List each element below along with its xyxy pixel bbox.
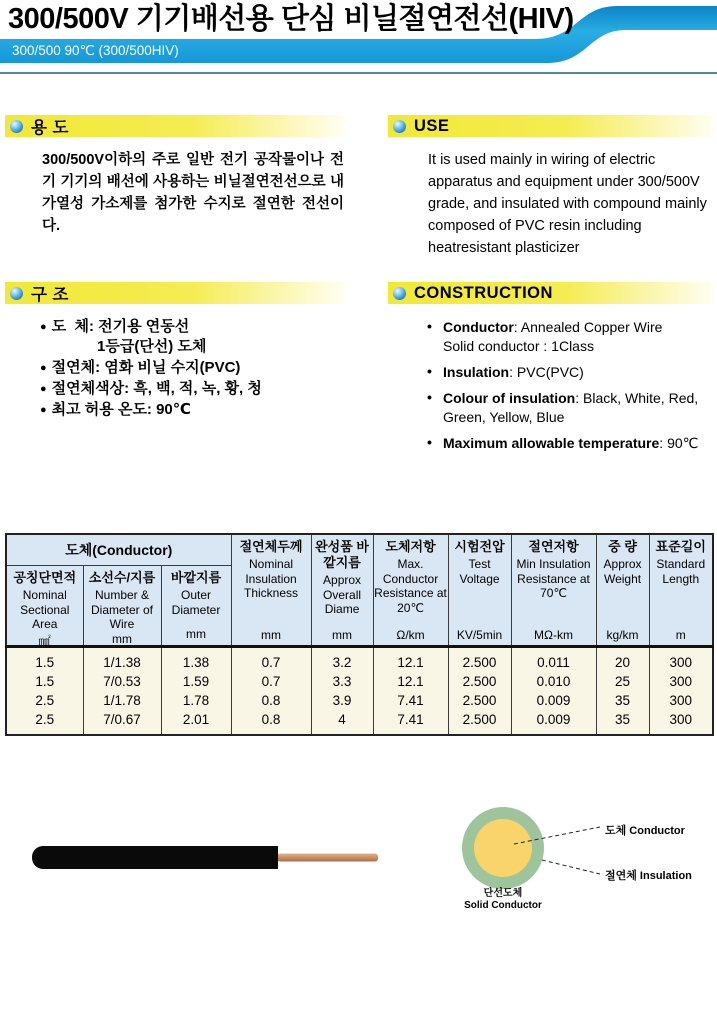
sphere-bullet-icon <box>10 287 23 300</box>
column-header-2 <box>161 566 231 647</box>
construction-en-label: Conductor <box>443 319 514 335</box>
construction-en-text: : PVC(PVC) <box>509 364 584 380</box>
bullet-icon: • <box>427 389 432 405</box>
sphere-bullet-icon <box>393 287 406 300</box>
column-header-unit: ㎟ <box>38 633 51 648</box>
table-cell: 12.1 <box>373 672 448 691</box>
diagram-caption-en: Solid Conductor <box>464 900 542 911</box>
table-cell: 4 <box>311 710 373 735</box>
section-header-bar <box>5 115 345 137</box>
section-use-kr <box>5 115 345 237</box>
section-header-bar <box>5 282 345 304</box>
table-cell: 300 <box>649 710 713 735</box>
construction-kr-text: 절연체: 염화 비닐 수지(PVC) <box>51 359 241 376</box>
insulation-pointer-line <box>542 860 600 874</box>
column-header-kr: 완성품 바깥지름 <box>315 539 369 570</box>
construction-kr-text: 최고 허용 온도: 90℃ <box>51 401 191 418</box>
column-header-kr: 바깥지름 <box>170 570 222 586</box>
column-header-content <box>312 535 373 645</box>
table-group-header <box>6 534 231 566</box>
construction-en-text-line2: Solid conductor : 1Class <box>443 338 594 354</box>
column-header-en: Test Voltage <box>459 557 500 586</box>
column-header-5 <box>373 534 448 647</box>
table-cell: 2.5 <box>6 710 83 735</box>
table-row <box>6 710 713 735</box>
table-cell: 0.010 <box>511 672 596 691</box>
table-row <box>6 691 713 710</box>
column-header-kr: 공칭단면적 <box>13 570 77 586</box>
table-cell: 300 <box>649 672 713 691</box>
table-cell: 7.41 <box>373 691 448 710</box>
table-row <box>6 672 713 691</box>
table-cell: 0.8 <box>231 691 311 710</box>
construction-en-label: Maximum allowable temperature <box>443 435 660 451</box>
column-header-kr: 도체저항 <box>385 539 436 554</box>
construction-en-label: Insulation <box>443 364 510 380</box>
spec-table <box>5 533 714 736</box>
construction-en-label: Colour of insulation <box>443 390 576 406</box>
bullet-icon: ● <box>40 404 47 416</box>
table-cell: 0.8 <box>231 710 311 735</box>
table-cell: 2.500 <box>448 647 511 673</box>
section-construction-kr <box>5 282 345 421</box>
column-header-en: Nominal Insulation Thickness <box>244 557 299 600</box>
column-header-kr: 절연체두께 <box>239 539 303 554</box>
table-cell: 25 <box>596 672 649 691</box>
table-cell: 1.59 <box>161 672 231 691</box>
table-group-header-label: 도체(Conductor) <box>65 542 173 558</box>
column-header-content <box>7 566 83 648</box>
construction-en-text: : Black, White, Red, Green, Yellow, Blue <box>443 390 699 425</box>
section-title: CONSTRUCTION <box>414 283 553 302</box>
diagram-caption-kr: 단선도체 <box>483 888 523 899</box>
table-cell: 2.500 <box>448 672 511 691</box>
construction-kr-item <box>40 358 345 378</box>
table-cell: 1/1.38 <box>83 647 161 673</box>
column-header-content <box>650 535 713 645</box>
table-cell: 1.78 <box>161 691 231 710</box>
column-header-unit: kg/km <box>606 628 639 642</box>
page-title: 300/500V 기기배선용 단심 비닐절연전선(HIV) <box>8 3 574 35</box>
column-header-7 <box>511 534 596 647</box>
section-use-en <box>388 115 714 259</box>
table-cell: 1.38 <box>161 647 231 673</box>
column-header-en: Outer Diameter <box>171 588 221 617</box>
bullet-icon: ● <box>40 383 47 395</box>
table-cell: 2.500 <box>448 710 511 735</box>
construction-kr-text: 절연체색상: 흑, 백, 적, 녹, 황, 청 <box>51 380 262 397</box>
wire-illustration <box>0 778 717 928</box>
column-header-en: Min Insulation Resistance at 70℃ <box>516 557 591 600</box>
section-header-bar <box>388 282 714 304</box>
construction-en-text: : 90℃ <box>659 435 699 451</box>
construction-kr-item <box>40 400 345 420</box>
construction-en-item <box>425 389 714 427</box>
bullet-icon: • <box>427 318 432 334</box>
table-cell: 0.009 <box>511 710 596 735</box>
table-cell: 2.01 <box>161 710 231 735</box>
section-header-bar <box>388 115 714 137</box>
spec-table-body <box>6 647 713 736</box>
table-cell: 300 <box>649 691 713 710</box>
column-header-6 <box>448 534 511 647</box>
column-header-unit: m <box>675 628 686 642</box>
table-cell: 7/0.53 <box>83 672 161 691</box>
table-cell: 3.9 <box>311 691 373 710</box>
construction-en-item <box>425 363 714 382</box>
column-header-en: Approx Overall Diame <box>323 573 362 616</box>
table-cell: 7/0.67 <box>83 710 161 735</box>
table-cell: 3.2 <box>311 647 373 673</box>
bullet-icon: ● <box>40 321 47 333</box>
section-title: 용 도 <box>31 119 69 137</box>
column-header-en: Nominal Sectional Area <box>20 588 70 632</box>
page-subtitle: 300/500 90℃ (300/500HIV) <box>12 43 179 58</box>
construction-en-item <box>425 434 714 453</box>
column-header-unit: mm <box>261 628 282 642</box>
table-cell: 0.7 <box>231 672 311 691</box>
construction-kr-item <box>40 317 345 357</box>
construction-en-text: : Annealed Copper Wire <box>513 319 663 335</box>
section-title: USE <box>414 116 450 135</box>
cross-section-diagram <box>462 807 692 911</box>
sphere-bullet-icon <box>393 120 406 133</box>
bullet-icon: ● <box>40 362 47 374</box>
section-title: 구 조 <box>31 286 69 304</box>
column-header-unit: mm <box>186 627 207 642</box>
table-cell: 0.7 <box>231 647 311 673</box>
column-header-content <box>374 535 448 645</box>
column-header-0 <box>6 566 83 647</box>
column-header-content <box>84 566 161 644</box>
bullet-icon: • <box>427 434 432 450</box>
table-cell: 20 <box>596 647 649 673</box>
section-construction-en <box>388 282 714 460</box>
column-header-unit: mm <box>112 631 132 646</box>
use-en-paragraph: It is used mainly in wiring of electric apparatus and equipment under 300/500V grade, and insulated with compound mainly composed of PVC resin including heatresistant plasticizer <box>428 152 707 256</box>
column-header-content <box>597 535 649 645</box>
column-header-unit: Ω/km <box>396 628 425 642</box>
column-header-en: Max. Conductor Resistance at 20℃ <box>374 557 447 615</box>
construction-kr-text: 도 체: 전기용 연동선 <box>51 318 190 335</box>
column-header-kr: 표준길이 <box>655 539 706 554</box>
table-cell: 2.5 <box>6 691 83 710</box>
construction-en-list <box>425 318 714 453</box>
column-header-kr: 시험전압 <box>454 539 505 554</box>
header-divider-line <box>0 72 717 74</box>
column-header-content <box>512 535 596 645</box>
column-header-4 <box>311 534 373 647</box>
table-cell: 1.5 <box>6 672 83 691</box>
column-header-en: Number & Diameter of Wire <box>90 588 154 632</box>
table-cell: 35 <box>596 691 649 710</box>
column-header-kr: 절연저항 <box>528 539 579 554</box>
column-header-content <box>449 535 511 645</box>
bullet-icon: • <box>427 363 432 379</box>
column-header-kr: 중 량 <box>608 539 637 554</box>
column-header-8 <box>596 534 649 647</box>
table-cell: 0.009 <box>511 691 596 710</box>
copper-conductor-rod <box>277 854 378 862</box>
column-header-unit: mm <box>332 628 353 642</box>
table-cell: 3.3 <box>311 672 373 691</box>
column-header-unit: KV/5min <box>456 628 503 642</box>
column-header-content <box>162 566 231 644</box>
table-cell: 300 <box>649 647 713 673</box>
sphere-bullet-icon <box>10 120 23 133</box>
column-header-content <box>232 535 311 645</box>
use-kr-paragraph: 300/500V이하의 주로 일반 전기 공작물이나 전기 기기의 배선에 사용하는 비닐절연전선으로 내가열성 가소제를 첨가한 수지로 절연한 전선이다. <box>42 152 344 234</box>
construction-kr-text-line2: 1등급(단선) 도체 <box>97 338 207 355</box>
conductor-label: 도체 Conductor <box>605 825 685 837</box>
table-cell: 1.5 <box>6 647 83 673</box>
insulation-label: 절연체 Insulation <box>605 870 692 882</box>
wire-photo <box>32 846 378 869</box>
column-header-1 <box>83 566 161 647</box>
conductor-core <box>474 819 532 877</box>
spec-table-wrap <box>5 533 714 736</box>
table-cell: 7.41 <box>373 710 448 735</box>
column-header-9 <box>649 534 713 647</box>
construction-kr-list <box>40 317 345 420</box>
table-cell: 35 <box>596 710 649 735</box>
table-cell: 0.011 <box>511 647 596 673</box>
table-cell: 2.500 <box>448 691 511 710</box>
column-header-kr: 소선수/지름 <box>88 570 156 586</box>
column-header-en: Approx Weight <box>603 557 642 586</box>
table-cell: 1/1.78 <box>83 691 161 710</box>
table-row <box>6 647 713 673</box>
column-header-en: Standard Length <box>656 557 706 586</box>
construction-en-item <box>425 318 714 356</box>
column-header-3 <box>231 534 311 647</box>
spec-table-head <box>6 534 713 647</box>
column-header-unit: MΩ-km <box>534 628 574 642</box>
construction-kr-item <box>40 379 345 399</box>
table-cell: 12.1 <box>373 647 448 673</box>
